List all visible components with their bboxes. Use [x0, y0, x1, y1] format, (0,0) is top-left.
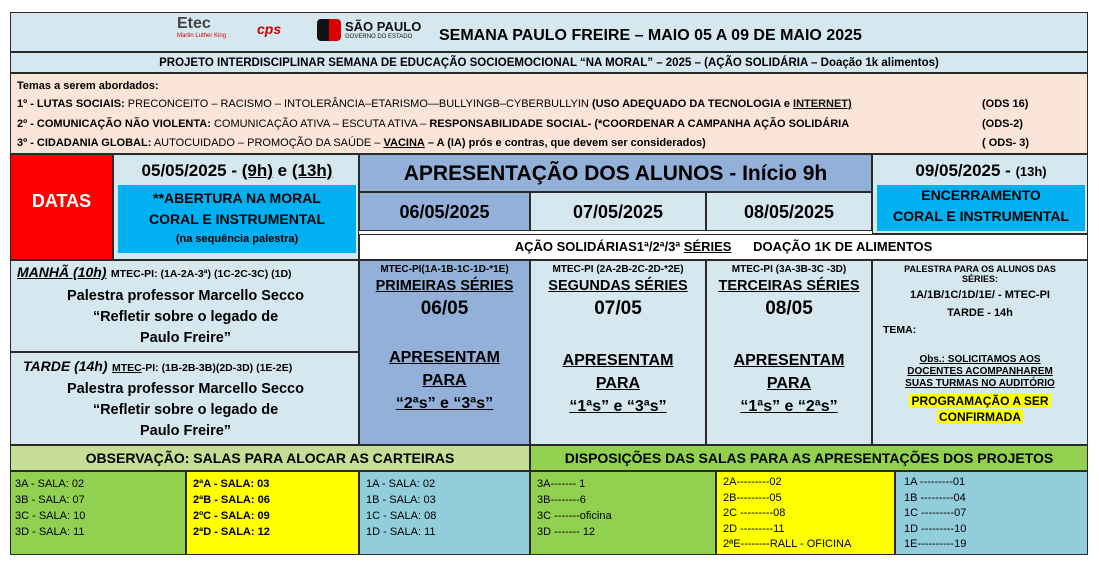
day5-event: ENCERRAMENTO CORAL E INSTRUMENTAL: [877, 185, 1085, 231]
programacao-badge: PROGRAMAÇÃO A SER CONFIRMADA: [911, 394, 1049, 424]
col-terceiras: MTEC-PI (3A-3B-3C -3D) TERCEIRAS SÉRIES 08/05 APRESENTAM PARA “1ªs” e “2ªs”: [706, 260, 872, 445]
salas-3-list: [10, 471, 186, 555]
list-item: 2ªB - SALA: 06: [193, 494, 270, 506]
list-item: 1A - SALA: 02: [366, 478, 436, 490]
list-item: 3B--------6: [537, 494, 586, 506]
disp-3-list: [530, 471, 716, 555]
disposicoes-header: DISPOSIÇÕES DAS SALAS PARA AS APRESENTAÇÕES DOS PROJETOS: [530, 445, 1088, 471]
datas-label: DATAS: [10, 154, 113, 260]
day5-box: [872, 154, 1088, 234]
observacao-header: OBSERVAÇÃO: SALAS PARA ALOCAR AS CARTEIRAS: [10, 445, 530, 471]
list-item: 3D ------- 12: [537, 526, 596, 538]
list-item: 3D - SALA: 11: [15, 526, 85, 538]
list-item: 1D ---------10: [904, 522, 967, 535]
list-item: 1C ---------07: [904, 507, 967, 519]
manha-palestra: Palestra professor Marcello Secco “Refletir sobre o legado de Paulo Freire”: [67, 288, 304, 346]
tarde-header: TARDE (14h) MTEC-PI: (1B-2B-3B)(2D-3D) (1E-2E): [23, 358, 293, 374]
list-item: 3A------- 1: [537, 478, 586, 490]
palestra-obs: Obs.: SOLICITAMOS AOS DOCENTES ACOMPANHAREM SUAS TURMAS NO AUDITÓRIO: [905, 354, 1055, 389]
theme-1: 1º - LUTAS SOCIAIS: PRECONCEITO – RACISMO – INTOLERÂNCIA–ETARISMO—BULLYINGB–CYBERBULLYIN (USO ADEQUADO DA TECNOLOGIA e INTERNET) (ODS 16): [17, 98, 1029, 110]
col-primeiras: MTEC-PI(1A-1B-1C-1D-*1E) PRIMEIRAS SÉRIES 06/05 APRESENTAM PARA “2ªs” e “3ªs”: [359, 260, 530, 445]
salas-1-list: [359, 471, 530, 555]
list-item: 1E----------19: [904, 538, 967, 550]
theme-3: 3º - CIDADANIA GLOBAL: AUTOCUIDADO – PROMOÇÃO DA SAÚDE – VACINA – A (IA) prós e contras, que devem ser considerados) ( ODS- 3): [17, 137, 1030, 149]
cps-logo: cps: [257, 21, 282, 37]
list-item: 2ºC - SALA: 09: [193, 510, 270, 522]
disp-2-list: [716, 471, 895, 555]
list-item: 2ªA - SALA: 03: [193, 478, 270, 490]
list-item: 1B ---------04: [904, 491, 966, 504]
list-item: 2ªD - SALA: 12: [193, 526, 270, 538]
list-item: 1D - SALA: 11: [366, 526, 436, 538]
list-item: 3C -------oficina: [537, 510, 612, 522]
tarde-box: [10, 352, 359, 445]
list-item: 2A---------02: [723, 476, 782, 488]
sp-emblem-icon-red: [329, 19, 341, 41]
etec-logo: Etec Martin Luther King: [177, 15, 227, 39]
page-title: SEMANA PAULO FREIRE – MAIO 05 A 09 DE MAIO 2025: [439, 27, 862, 44]
themes-box: [10, 73, 1088, 154]
palestra-box: PALESTRA PARA OS ALUNOS DAS SÉRIES: 1A/1B/1C/1D/1E/ - MTEC-PI TARDE - 14h TEMA: Obs.: SOLICITAMOS AOS DOCENTES ACOMPANHAREM SUAS TURMAS NO AUDITÓRIO PROGRAMAÇÃO A SER CONFIRMADA: [872, 260, 1088, 445]
day5-date: 09/05/2025 - (13h): [915, 161, 1047, 180]
sp-logo: SÃO PAULO GOVERNO DO ESTADO: [317, 17, 437, 47]
acao-solidaria: AÇÃO SOLIDÁRIAS1ª/2ª/3ª SÉRIES DOAÇÃO 1K DE ALIMENTOS: [359, 234, 1088, 260]
day1-box: [113, 154, 359, 260]
day1-date: 05/05/2025 - (9h) e (13h): [141, 161, 333, 180]
manha-header: MANHÃ (10h) MTEC-PI: (1A-2A-3ª) (1C-2C-3C) (1D): [17, 264, 292, 280]
list-item: 2B---------05: [723, 491, 782, 504]
list-item: 1A ---------01: [904, 476, 966, 488]
col-segundas: MTEC-PI (2A-2B-2C-2D-*2E) SEGUNDAS SÉRIES 07/05 APRESENTAM PARA “1ªs” e “3ªs”: [530, 260, 706, 445]
list-item: 2C ---------08: [723, 507, 786, 519]
header-bar: [10, 12, 1088, 52]
tarde-palestra: Palestra professor Marcello Secco “Refletir sobre o legado de Paulo Freire”: [67, 381, 304, 439]
list-item: 2D ---------11: [723, 522, 785, 535]
list-item: 3C - SALA: 10: [15, 510, 86, 522]
list-item: 2ªE--------RALL - OFICINA: [723, 538, 852, 550]
apresentacao-title: APRESENTAÇÃO DOS ALUNOS - Início 9h: [359, 154, 872, 192]
list-item: 3A - SALA: 02: [15, 478, 85, 490]
list-item: 1C - SALA: 08: [366, 510, 437, 522]
theme-2: 2º - COMUNICAÇÃO NÃO VIOLENTA: COMUNICAÇÃO ATIVA – ESCUTA ATIVA – RESPONSABILIDADE SOCIAL- (*COORDENAR A CAMPANHA AÇÃO SOLIDÁRIA (ODS-2): [17, 118, 1023, 130]
date-06: 06/05/2025: [359, 192, 530, 231]
date-08: 08/05/2025: [706, 192, 872, 231]
project-title: PROJETO INTERDISCIPLINAR SEMANA DE EDUCAÇÃO SOCIOEMOCIONAL “NA MORAL” – 2025 – (AÇÃO SOLIDÁRIA – Doação 1k alimentos): [10, 52, 1088, 73]
date-07: 07/05/2025: [530, 192, 706, 231]
list-item: 1B - SALA: 03: [366, 494, 436, 506]
day1-event: **ABERTURA NA MORAL CORAL E INSTRUMENTAL (na sequência palestra): [118, 185, 356, 253]
salas-2-list: [186, 471, 359, 555]
manha-box: [10, 260, 359, 352]
themes-heading: Temas a serem abordados:: [17, 80, 159, 92]
list-item: 3B - SALA: 07: [15, 494, 85, 506]
disp-1-list: [895, 471, 1088, 555]
